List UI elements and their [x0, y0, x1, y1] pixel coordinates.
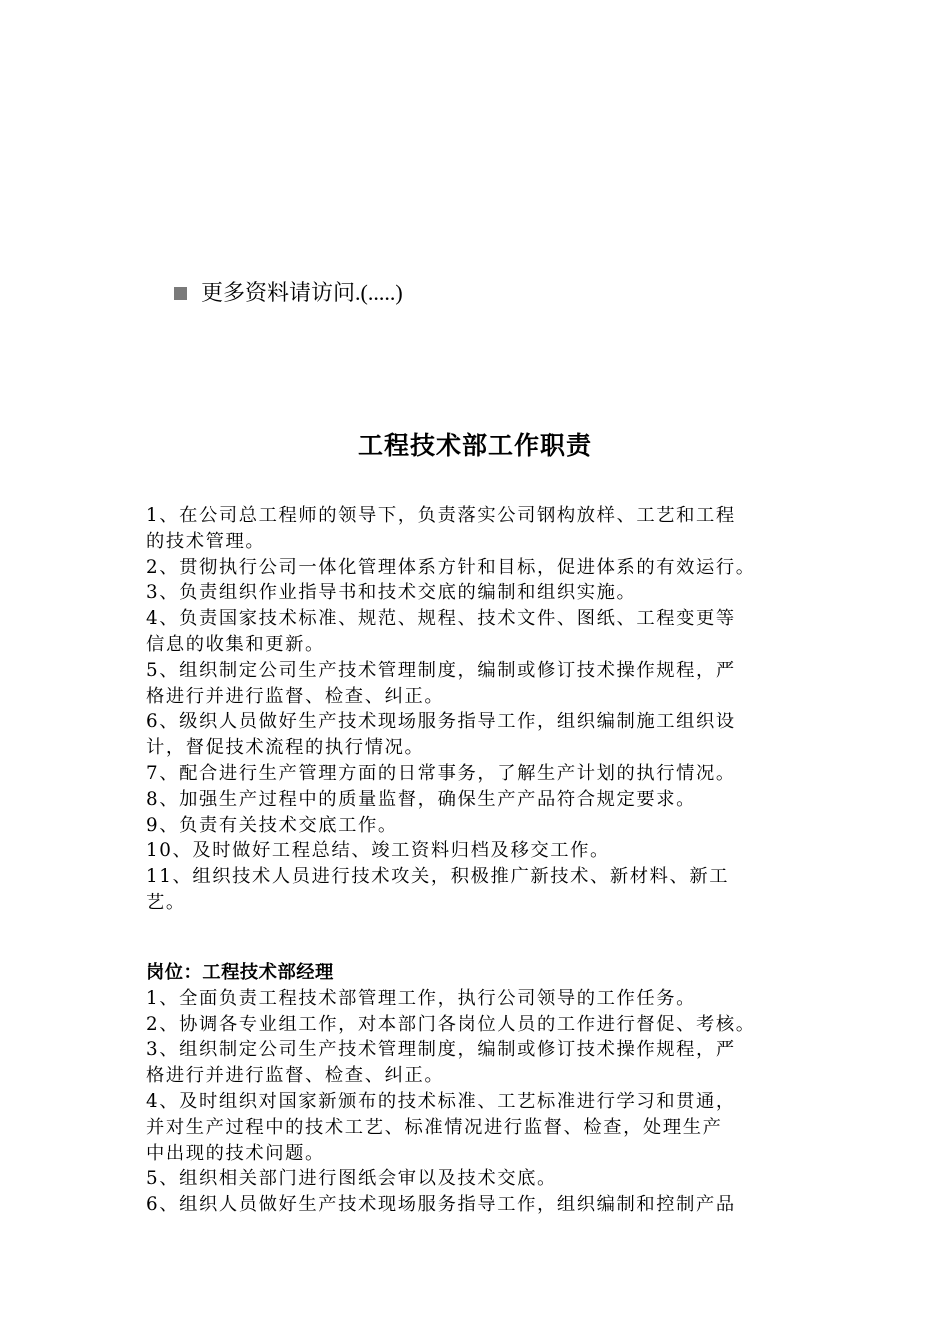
- duty-line: 11、组织技术人员进行技术攻关，积极推广新技术、新材料、新工: [146, 866, 730, 888]
- duty-line: 计，督促技术流程的执行情况。: [146, 737, 425, 759]
- duty-line: 2、贯彻执行公司一体化管理体系方针和目标，促进体系的有效运行。: [146, 556, 756, 578]
- header-note: [174, 278, 403, 308]
- duty-line: 6、级织人员做好生产技术现场服务指导工作，组织编制施工组织设: [146, 711, 736, 733]
- duty-line: 10、及时做好工程总结、竣工资料归档及移交工作。: [146, 840, 610, 862]
- position-duty-line: 2、协调各专业组工作，对本部门各岗位人员的工作进行督促、考核。: [146, 1013, 756, 1035]
- duty-line: 的技术管理。: [146, 530, 266, 552]
- duty-line: 信息的收集和更新。: [146, 633, 325, 655]
- position-duty-line: 1、全面负责工程技术部管理工作，执行公司领导的工作任务。: [146, 987, 697, 1009]
- position-heading: 岗位：工程技术部经理: [146, 962, 334, 983]
- header-note-text: 更多资料请访问.(.....): [201, 280, 403, 305]
- duty-line: 格进行并进行监督、检查、纠正。: [146, 685, 445, 707]
- position-duty-line: 3、组织制定公司生产技术管理制度，编制或修订技术操作规程，严: [146, 1039, 736, 1061]
- duty-line: 1、在公司总工程师的领导下，负责落实公司钢构放样、工艺和工程: [146, 505, 736, 526]
- position-duty-line: 5、组织相关部门进行图纸会审以及技术交底。: [146, 1168, 557, 1190]
- position-duty-line: 6、组织人员做好生产技术现场服务指导工作，组织编制和控制产品: [146, 1194, 736, 1216]
- square-bullet-icon: [174, 287, 187, 300]
- duty-line: 艺。: [146, 891, 186, 913]
- duty-line: 4、负责国家技术标准、规范、规程、技术文件、图纸、工程变更等: [146, 608, 736, 630]
- duties-list: [146, 503, 826, 916]
- duty-line: 9、负责有关技术交底工作。: [146, 814, 398, 836]
- duty-line: 5、组织制定公司生产技术管理制度，编制或修订技术操作规程，严: [146, 659, 736, 681]
- duty-line: 7、配合进行生产管理方面的日常事务，了解生产计划的执行情况。: [146, 762, 736, 784]
- duty-line: 8、加强生产过程中的质量监督，确保生产产品符合规定要求。: [146, 788, 697, 810]
- position-duty-line: 并对生产过程中的技术工艺、标准情况进行监督、检查，处理生产: [146, 1116, 723, 1138]
- position-section: [146, 960, 826, 1218]
- document-title: 工程技术部工作职责: [357, 431, 592, 460]
- duty-line: 3、负责组织作业指导书和技术交底的编制和组织实施。: [146, 582, 637, 604]
- position-duty-line: 格进行并进行监督、检查、纠正。: [146, 1065, 445, 1087]
- position-duty-line: 中出现的技术问题。: [146, 1142, 325, 1164]
- position-duty-line: 4、及时组织对国家新颁布的技术标准、工艺标准进行学习和贯通，: [146, 1090, 736, 1112]
